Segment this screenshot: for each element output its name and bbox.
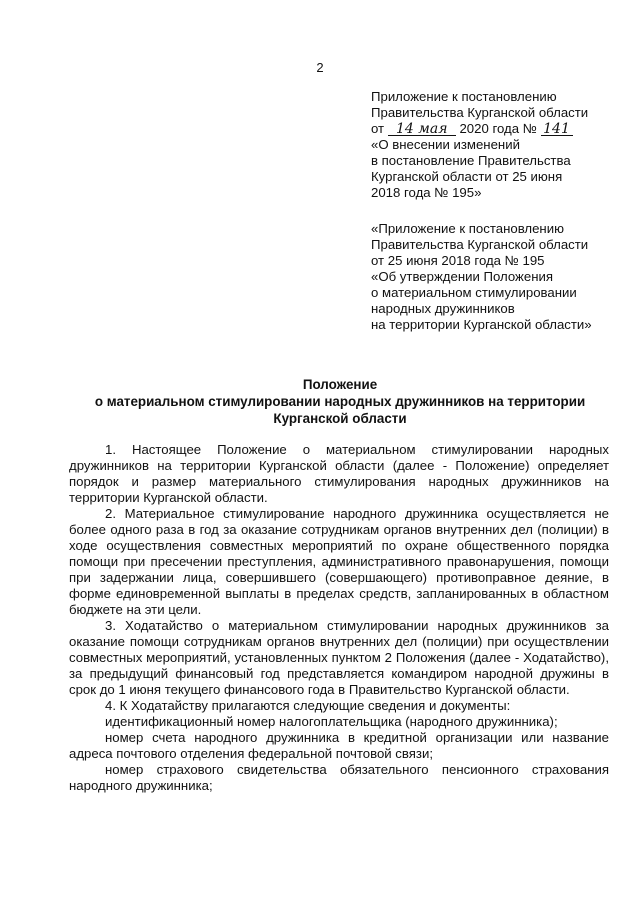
appendix-line: Правительства Курганской области xyxy=(371,105,589,120)
appendix-header xyxy=(371,89,636,333)
list-item-snils: номер страхового свидетельства обязательного пенсионного страхования народного дружинника; xyxy=(69,762,609,793)
list-item-inn: идентификационный номер налогоплательщика (народного дружинника); xyxy=(105,714,558,729)
paragraph-4: 4. К Ходатайству прилагаются следующие сведения и документы: xyxy=(105,698,511,713)
appendix-line: Приложение к постановлению xyxy=(371,89,557,104)
document-title xyxy=(40,376,640,427)
original-appendix-line: Правительства Курганской области xyxy=(371,237,589,252)
paragraph-1: 1. Настоящее Положение о материальном стимулировании народных дружинников на территории Курганской области (далее - Положение) определяет порядок и размер материального стимулирования народных дружинников на территории Курганской области. xyxy=(69,442,609,505)
appendix-line: Курганской области от 25 июня xyxy=(371,169,563,184)
year-text: 2020 года № xyxy=(459,121,537,136)
original-appendix-line: от 25 июня 2018 года № 195 xyxy=(371,253,545,268)
appendix-line: 2018 года № 195» xyxy=(371,185,482,200)
paragraph-2: 2. Материальное стимулирование народного дружинника осуществляется не более одного раза в год за оказание сотрудникам органов внутренних дел (полиции) в ходе осуществления совместных мероприятий по охране общественного порядка помощи при пресечении преступления, административного правонарушения, помощи при задержании лица, совершившего (совершающего) противоправное деяние, в форме единовременной выплаты в пределах средств, запланированных в областном бюджете на эти цели. xyxy=(69,506,609,617)
original-appendix-line: на территории Курганской области» xyxy=(371,317,592,332)
list-item-account: номер счета народного дружинника в кредитной организации или название адреса почтового отделения федеральной почтовой связи; xyxy=(69,730,609,761)
title-line: Положение xyxy=(302,377,378,392)
date-prefix: от xyxy=(371,121,385,136)
original-appendix-line: «Приложение к постановлению xyxy=(371,221,564,236)
paragraph-3: 3. Ходатайство о материальном стимулировании народных дружинников за оказание помощи сотрудникам органов внутренних дел (полиции) при осуществлении совместных мероприятий, установленных пунктом 2 Положения (далее - Ходатайство), за предыдущий финансовый год представляется командиром народной дружины в срок до 1 июня текущего финансового года в Правительство Курганской области. xyxy=(69,618,609,697)
title-line: о материальном стимулировании народных дружинников на территории xyxy=(94,394,586,409)
appendix-line: в постановление Правительства xyxy=(371,153,571,168)
document-body xyxy=(69,442,609,794)
original-appendix-line: о материальном стимулировании xyxy=(371,285,577,300)
original-appendix-line: народных дружинников xyxy=(371,301,515,316)
title-line: Курганской области xyxy=(273,411,407,426)
appendix-date-line xyxy=(371,121,636,137)
handwritten-date: 14 мая xyxy=(388,123,456,136)
page-number: 2 xyxy=(316,60,324,75)
handwritten-number: 141 xyxy=(541,123,573,136)
appendix-line: «О внесении изменений xyxy=(371,137,520,152)
original-appendix-line: «Об утверждении Положения xyxy=(371,269,553,284)
